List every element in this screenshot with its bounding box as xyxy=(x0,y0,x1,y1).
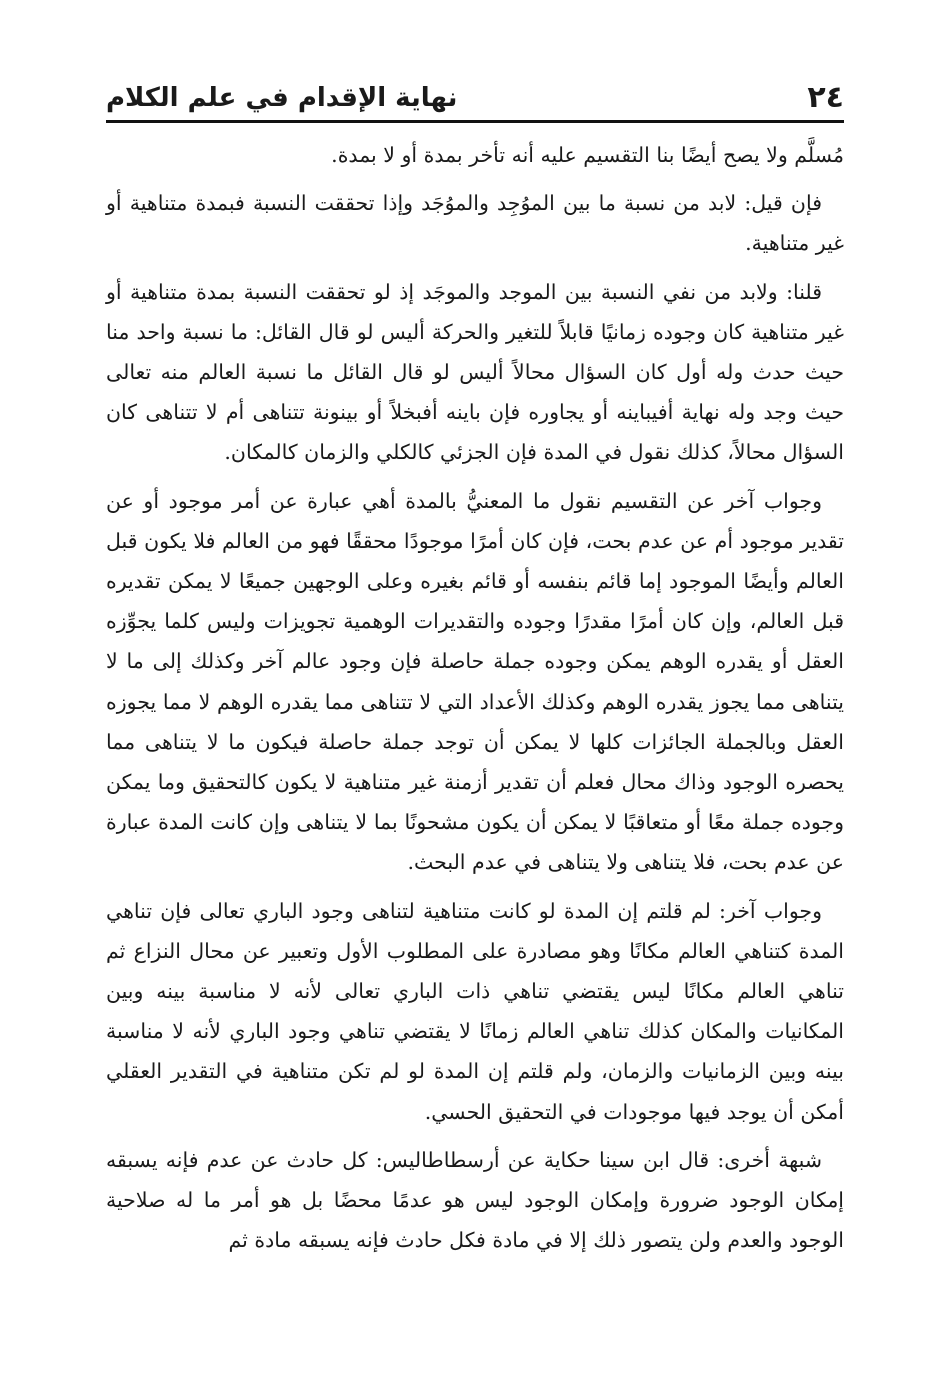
paragraph-objection: فإن قيل: لابد من نسبة ما بين الموُجِد والموُجَد وإذا تحققت النسبة فبمدة متناهية أو غير متناهية. xyxy=(106,191,844,256)
body-text xyxy=(106,135,844,1260)
book-page xyxy=(106,72,844,1268)
running-title: نهاية الإقدام في علم الكلام xyxy=(106,83,458,113)
paragraph-second-answer: وجواب آخر عن التقسيم نقول ما المعنيُّ بالمدة أهي عبارة عن أمر موجود أو عن تقدير موجود أم عن عدم بحت، فإن كان أمرًا موجودًا محققًا فهو من العالم فلا يكون قبل العالم وأيضًا الموجود إما قائم بنفسه أو قائم بغيره وعلى الوجهين جميعًا لا يمكن تقديره قبل العالم، وإن كان أمرًا مقدرًا وجوده والتقديرات الوهمية تجويزات وليس كلما يجوِّزه العقل أو يقدره الوهم يمكن وجوده جملة حاصلة فإن وجود عالم آخر وكذلك إلى ما لا يتناهى مما يجوز يقدره الوهم وكذلك الأعداد التي لا تتناهى مما يقدره الوهم لا مما يجوزه العقل وبالجملة الجائزات كلها لا يمكن أن توجد جملة حاصلة فيكون ما لا يتناهى مما يحصره الوجود وذاك محال فعلم أن تقدير أزمنة غير متناهية لا يكون كالتحقيق وما يمكن وجوده جملة معًا أو متعاقبًا لا يمكن أن يكون مشحونًا بما لا يتناهى وإن كانت المدة عبارة عن عدم بحت، فلا يتناهى ولا يتناهى في عدم البحث. xyxy=(106,488,844,875)
page-number: ٢٤ xyxy=(807,80,844,115)
paragraph-continuation: مُسلَّم ولا يصح أيضًا بنا التقسيم عليه أنه تأخر بمدة أو لا بمدة. xyxy=(331,143,844,167)
paragraph-reply: قلنا: ولابد من نفي النسبة بين الموجد والموجَد إذ لو تحققت النسبة بمدة متناهية أو غير متناهية كان وجوده زمانيًا قابلاً للتغير والحركة أليس لو قال القائل: ما نسبة واحد منا حيث حدث وله أول كان السؤال محالاً أليس لو قال القائل ما نسبة العالم منه تعالى حيث وجد وله نهاية أفيباينه أو يجاوره فإن باينه أفبخلاً أو بينونة تتناهى أم لا تتناهى كان السؤال محالاً، كذلك نقول في المدة فإن الجزئي كالكلي والزمان كالمكان. xyxy=(106,279,844,465)
paragraph-third-answer: وجواب آخر: لم قلتم إن المدة لو كانت متناهية لتناهى وجود الباري تعالى فإن تناهي المدة كتناهي العالم مكانًا وهو مصادرة على المطلوب الأول وتعبير عن محال النزاع ثم تناهي العالم مكانًا ليس يقتضي تناهي ذات الباري تعالى لأنه لا مناسبة بينه وبين المكانيات والمكان كذلك تناهي العالم زمانًا لا يقتضي تناهي وجود الباري لأنه لا مناسبة بينه وبين الزمانيات والزمان، ولم قلتم إن المدة لو لم تكن متناهية في التقدير العقلي أمكن أن يوجد فيها موجودات في التحقيق الحسي. xyxy=(106,898,844,1124)
page-header xyxy=(106,72,844,123)
paragraph-another-doubt: شبهة أخرى: قال ابن سينا حكاية عن أرسطاطاليس: كل حادث عن عدم فإنه يسبقه إمكان الوجود ضرورة وإمكان الوجود ليس هو عدمًا محضًا بل هو أمر ما له صلاحية الوجود والعدم ولن يتصور ذلك إلا في مادة فكل حادث فإنه يسبقه مادة ثم xyxy=(106,1147,844,1253)
